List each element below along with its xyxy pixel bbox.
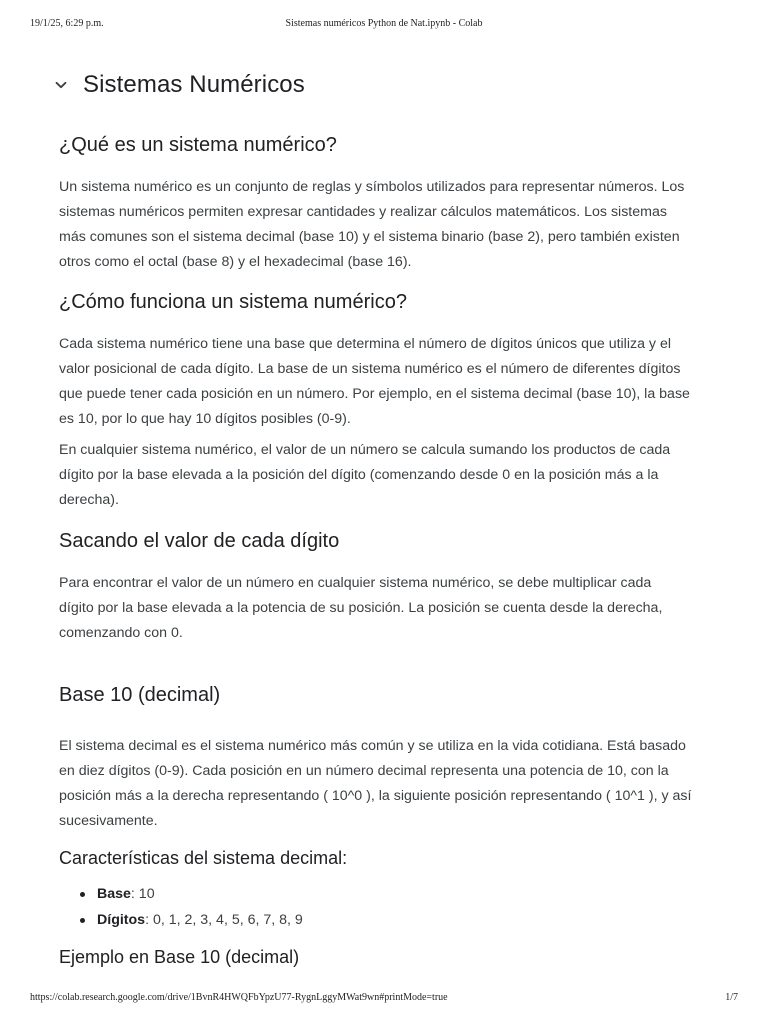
heading-how-works: ¿Cómo funciona un sistema numérico? xyxy=(59,291,407,313)
paragraph-line: es 10, por lo que hay 10 dígitos posibles (0-9). xyxy=(59,411,351,427)
paragraph-line: sistemas numéricos permiten expresar cantidades y realizar cálculos matemáticos. Los sistemas xyxy=(59,204,667,220)
print-footer xyxy=(30,992,738,1006)
print-document-title: Sistemas numéricos Python de Nat.ipynb - Colab xyxy=(285,18,483,29)
feature-value: : 0, 1, 2, 3, 4, 5, 6, 7, 8, 9 xyxy=(145,911,303,928)
paragraph-line: Cada sistema numérico tiene una base que determina el número de dígitos únicos que utiliza y el xyxy=(59,336,671,352)
paragraph-line: dígito por la base elevada a la potencia de su posición. La posición se cuenta desde la derecha, xyxy=(59,600,663,616)
paragraph-what-is xyxy=(59,175,731,275)
section-header xyxy=(50,68,305,102)
print-datetime: 19/1/25, 6:29 p.m. xyxy=(30,18,104,29)
paragraph-how-works-2 xyxy=(59,438,731,513)
heading-digit-value: Sacando el valor de cada dígito xyxy=(59,530,340,552)
page-number: 1/7 xyxy=(725,992,738,1003)
paragraph-line: valor posicional de cada dígito. La base de un sistema numérico es el número de diferentes dígitos xyxy=(59,361,681,377)
paragraph-line: derecha). xyxy=(59,492,119,508)
list-item xyxy=(59,882,719,908)
heading-base10-example: Ejemplo en Base 10 (decimal) xyxy=(59,947,300,967)
paragraph-line: sucesivamente. xyxy=(59,813,158,829)
chevron-down-icon[interactable] xyxy=(50,74,72,96)
paragraph-line: Para encontrar el valor de un número en cualquier sistema numérico, se debe multiplicar cada xyxy=(59,575,652,591)
paragraph-line: En cualquier sistema numérico, el valor de un número se calcula sumando los productos de cada xyxy=(59,442,671,458)
paragraph-base10 xyxy=(59,734,731,834)
heading-what-is: ¿Qué es un sistema numérico? xyxy=(59,134,337,156)
list-item xyxy=(59,908,719,934)
paragraph-line: dígito por la base elevada a la posición del dígito (comenzando desde 0 en la posición más a la xyxy=(59,467,659,483)
paragraph-line: Un sistema numérico es un conjunto de reglas y símbolos utilizados para representar números. Los xyxy=(59,179,685,195)
feature-label: Base xyxy=(97,886,131,902)
feature-value: : 10 xyxy=(130,886,155,902)
section-title: Sistemas Numéricos xyxy=(83,71,305,98)
paragraph-line: que puede tener cada posición en un número. Por ejemplo, en el sistema decimal (base 10), la base xyxy=(59,386,690,402)
paragraph-line: El sistema decimal es el sistema numérico más común y se utiliza en la vida cotidiana. Está basado xyxy=(59,738,686,754)
paragraph-line: en diez dígitos (0-9). Cada posición en un número decimal representa una potencia de 10, con la xyxy=(59,763,669,779)
paragraph-line: otros como el octal (base 8) y el hexadecimal (base 16). xyxy=(59,254,412,270)
print-url: https://colab.research.google.com/drive/1BvnR4HWQFbYpzU77-RygnLggyMWat9wn#printMode=true xyxy=(30,992,448,1003)
paragraph-line: más comunes son el sistema decimal (base 10) y el sistema binario (base 2), pero también existen xyxy=(59,229,680,245)
heading-base10: Base 10 (decimal) xyxy=(59,684,221,706)
paragraph-line: comenzando con 0. xyxy=(59,625,183,641)
features-list xyxy=(59,882,719,933)
feature-label: Dígitos xyxy=(97,911,146,928)
paragraph-digit-value xyxy=(59,571,731,646)
heading-decimal-features: Características del sistema decimal: xyxy=(59,848,348,868)
paragraph-line: posición más a la derecha representando ( 10^0 ), la siguiente posición representando ( 10^1 ), y así xyxy=(59,788,692,804)
paragraph-how-works-1 xyxy=(59,332,731,432)
